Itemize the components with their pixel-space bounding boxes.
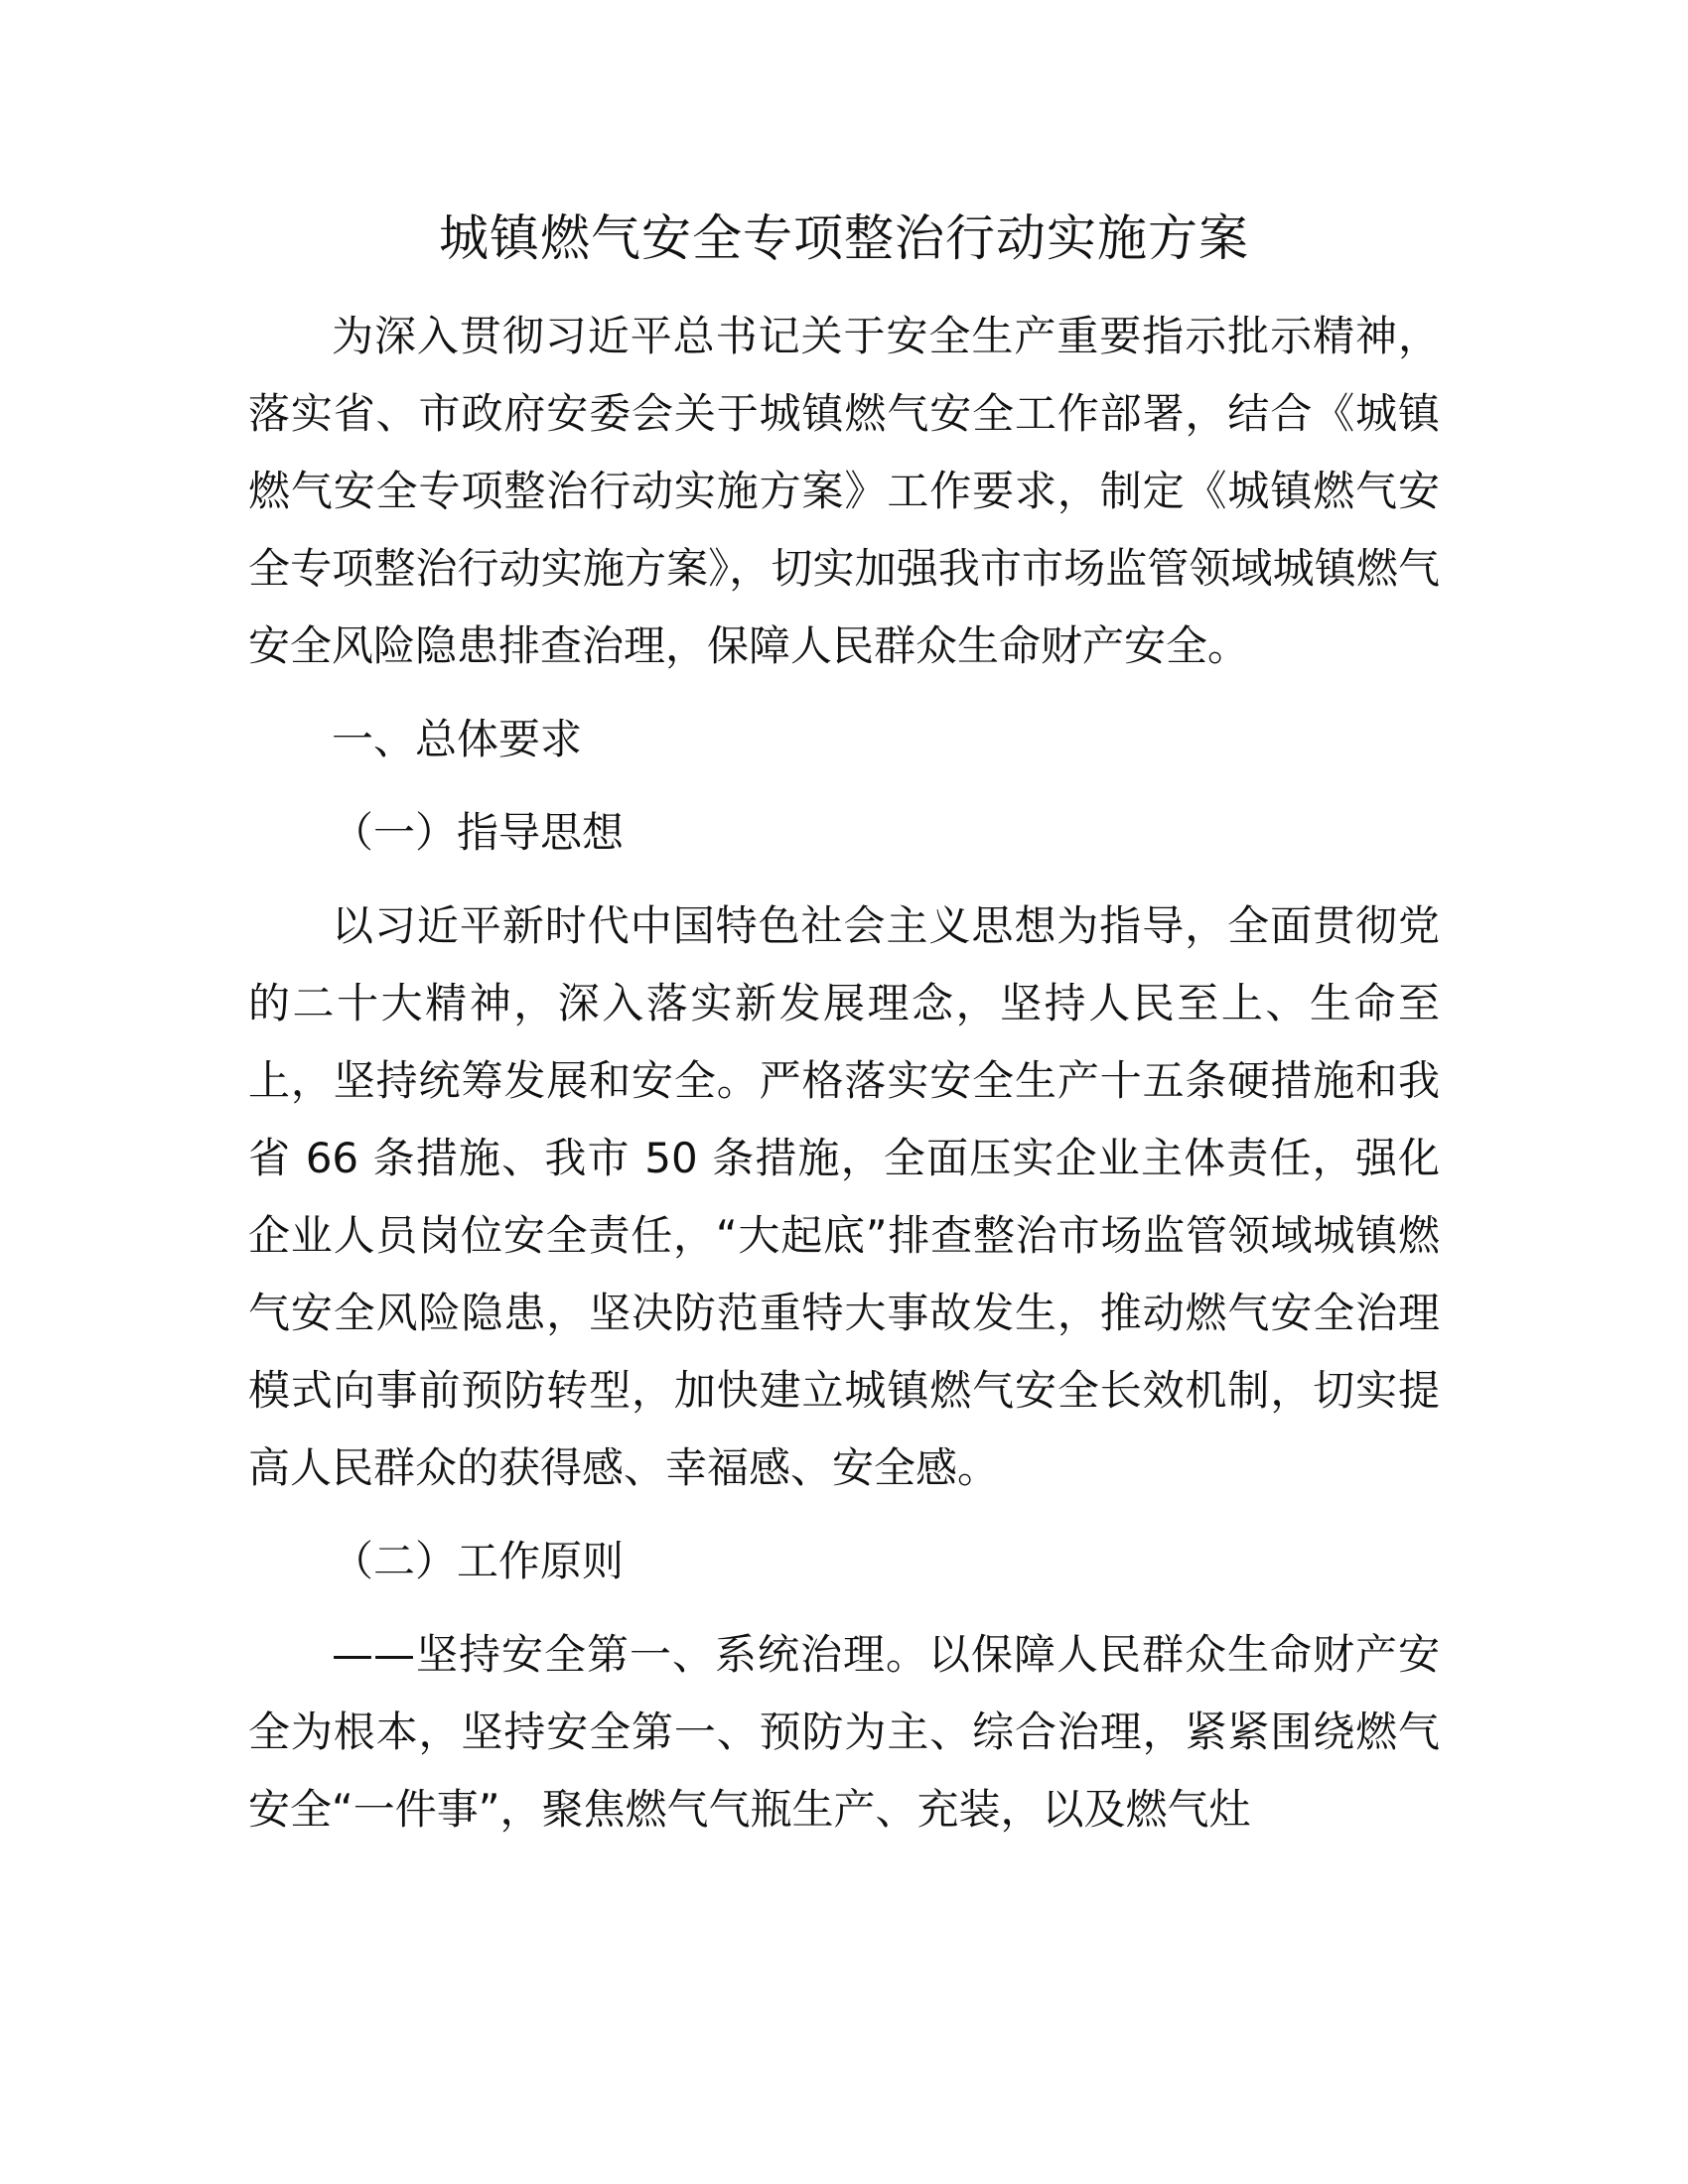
- subsection-heading-work-principles: （二）工作原则: [332, 1537, 625, 1585]
- section-heading-general-requirements: 一、总体要求: [332, 715, 583, 763]
- document-title: 城镇燃气安全专项整治行动实施方案: [439, 209, 1249, 267]
- guiding-ideology-paragraph: 以习近平新时代中国特色社会主义思想为指导，全面贯彻党的二十大精神，深入落实新发展理念，坚持人民至上、生命至上，坚持统筹发展和安全。严格落实安全生产十五条硬措施和我省 66 条措施、我市 50 条措施，全面压实企业主体责任，强化企业人员岗位安全责任，“大起底”排查整治市场监管领域城镇燃气安全风险隐患，坚决防范重特大事故发生，推动燃气安全治理模式向事前预防转型，加快建立城镇燃气安全长效机制，切实提高人民群众的获得感、幸福感、安全感。: [248, 901, 1440, 1492]
- document-body: [248, 298, 1440, 1848]
- work-principle-paragraph: ——坚持安全第一、系统治理。以保障人民群众生命财产安全为根本，坚持安全第一、预防为主、综合治理，紧紧围绕燃气安全“一件事”，聚焦燃气气瓶生产、充装，以及燃气灶: [248, 1630, 1440, 1834]
- subsection-heading-guiding-ideology: （一）指导思想: [332, 808, 625, 857]
- intro-paragraph: 为深入贯彻习近平总书记关于安全生产重要指示批示精神，落实省、市政府安委会关于城镇燃气安全工作部署，结合《城镇燃气安全专项整治行动实施方案》工作要求，制定《城镇燃气安全专项整治行动实施方案》，切实加强我市市场监管领域城镇燃气安全风险隐患排查治理，保障人民群众生命财产安全。: [248, 312, 1440, 670]
